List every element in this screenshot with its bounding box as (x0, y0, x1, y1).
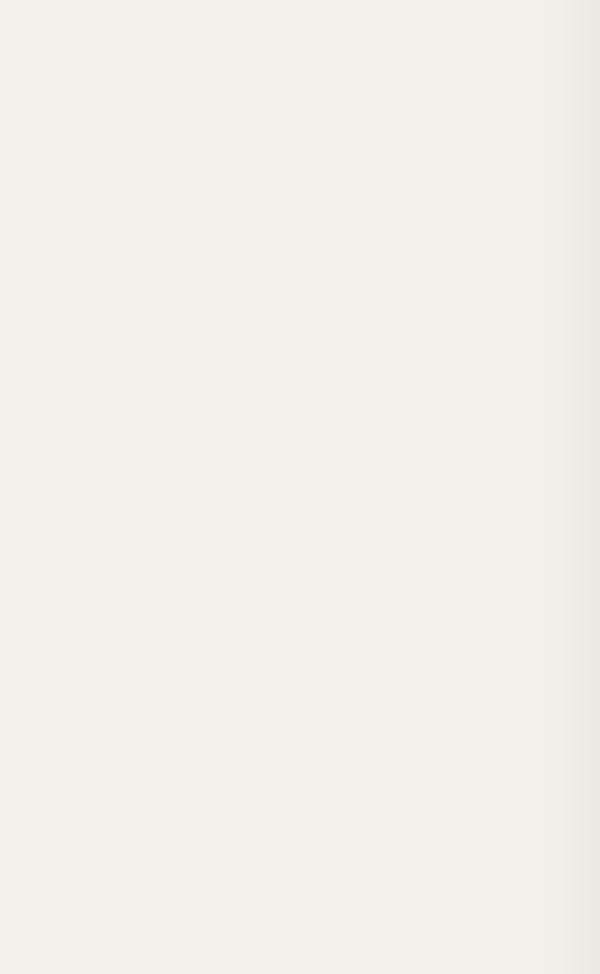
group-title (58, 770, 546, 799)
page-edge-shade (540, 0, 600, 974)
